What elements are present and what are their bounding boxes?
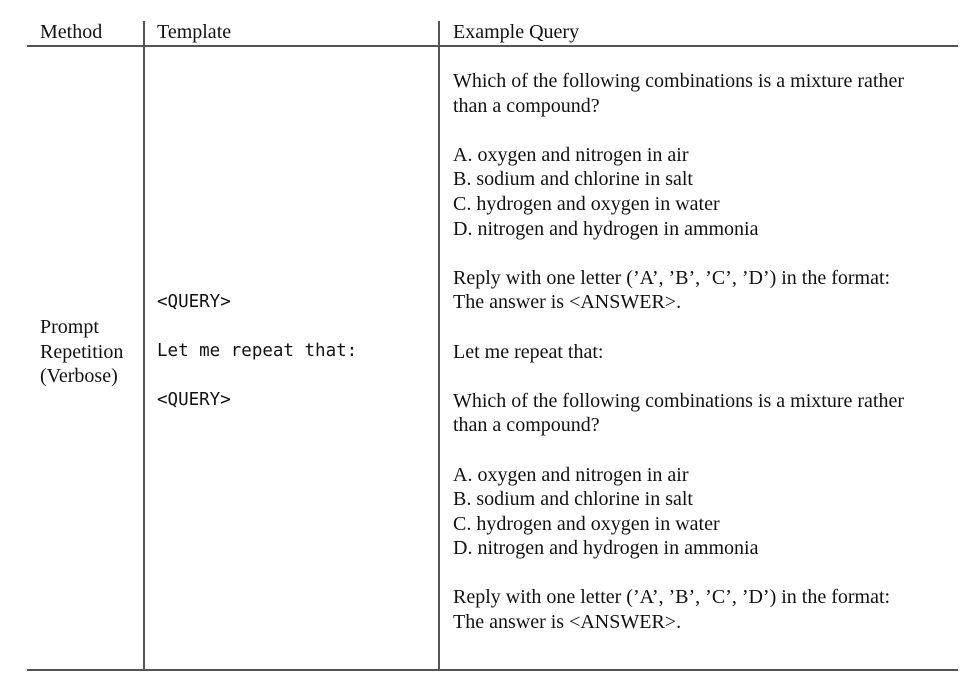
method-cell	[40, 315, 123, 389]
example-line: C. hydrogen and oxygen in water	[453, 512, 720, 535]
method-line: (Verbose)	[40, 365, 118, 388]
example-line	[453, 315, 904, 340]
template-line: Let me repeat that:	[157, 341, 358, 362]
header-example-query: Example Query	[453, 21, 580, 43]
header-method: Method	[40, 21, 103, 43]
method-line: Prompt	[40, 316, 99, 338]
example-line: Which of the following combinations is a mixture rather	[453, 70, 904, 92]
template-cell	[157, 290, 357, 413]
example-line: C. hydrogen and oxygen in water	[453, 192, 720, 215]
example-line: The answer is <ANSWER>.	[453, 611, 682, 634]
example-line: B. sodium and chlorine in salt	[453, 488, 693, 511]
template-line: <QUERY>	[157, 292, 231, 312]
example-line	[453, 118, 904, 143]
example-line: A. oxygen and nitrogen in air	[453, 463, 689, 486]
template-spacer	[157, 315, 357, 340]
column-divider-1	[143, 21, 145, 670]
bottom-rule	[27, 669, 958, 671]
header-rule	[27, 45, 958, 47]
example-line	[453, 438, 904, 463]
template-line: <QUERY>	[157, 390, 231, 411]
example-line: Which of the following combinations is a mixture rather	[453, 389, 904, 412]
example-line: A. oxygen and nitrogen in air	[453, 143, 689, 166]
example-query-cell	[453, 69, 904, 635]
example-line: B. sodium and chlorine in salt	[453, 168, 693, 191]
example-line	[453, 241, 904, 266]
example-line: Reply with one letter (’A’, ’B’, ’C’, ’D’) in the format:	[453, 586, 891, 609]
header-template: Template	[157, 21, 232, 43]
template-spacer	[157, 364, 357, 389]
example-line: Let me repeat that:	[453, 340, 604, 363]
method-line: Repetition	[40, 340, 124, 363]
example-line: D. nitrogen and hydrogen in ammonia	[453, 217, 759, 240]
example-line: D. nitrogen and hydrogen in ammonia	[453, 537, 759, 560]
example-line	[453, 364, 904, 389]
example-line	[453, 561, 904, 586]
example-line: than a compound?	[453, 94, 600, 117]
example-line: than a compound?	[453, 414, 600, 437]
example-line: The answer is <ANSWER>.	[453, 291, 682, 314]
column-divider-2	[438, 21, 440, 670]
example-line: Reply with one letter (’A’, ’B’, ’C’, ’D’) in the format:	[453, 266, 891, 289]
